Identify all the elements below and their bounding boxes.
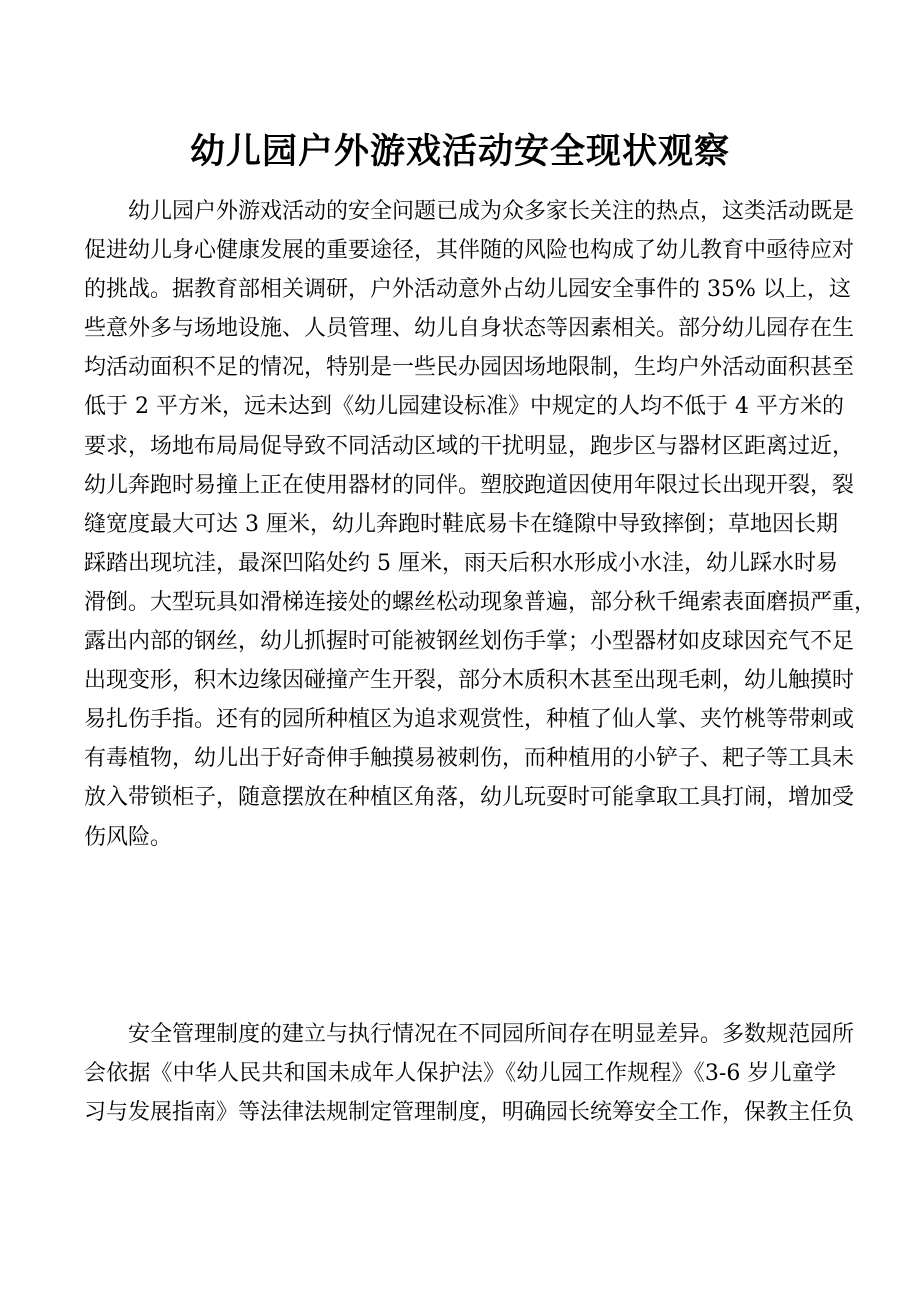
- paragraph-line: 要求，场地布局局促导致不同活动区域的干扰明显，跑步区与器材区距离过近，: [84, 433, 855, 459]
- paragraph-line: 有毒植物，幼儿出于好奇伸手触摸易被刺伤，而种植用的小铲子、耙子等工具未: [84, 746, 855, 772]
- paragraph-line: 会依据《中华人民共和国未成年人保护法》《幼儿园工作规程》《3-6 岁儿童学: [84, 1061, 836, 1087]
- paragraph-line: 的挑战。据教育部相关调研，户外活动意外占幼儿园安全事件的 35% 以上，这: [84, 277, 851, 303]
- paragraph-line: 露出内部的钢丝，幼儿抓握时可能被钢丝划伤手掌；小型器材如皮球因充气不足: [84, 629, 855, 655]
- paragraph-line: 出现变形，积木边缘因碰撞产生开裂，部分木质积木甚至出现毛刺，幼儿触摸时: [84, 668, 855, 694]
- paragraph-line: 滑倒。大型玩具如滑梯连接处的螺丝松动现象普遍，部分秋千绳索表面磨损严重，: [84, 589, 877, 615]
- paragraph-line: 幼儿园户外游戏活动的安全问题已成为众多家长关注的热点，这类活动既是: [128, 199, 855, 224]
- document-title: 幼儿园户外游戏活动安全现状观察: [189, 132, 730, 172]
- paragraph-line: 均活动面积不足的情况，特别是一些民办园因场地限制，生均户外活动面积甚至: [84, 355, 855, 381]
- paragraph-line: 踩踏出现坑洼，最深凹陷处约 5 厘米，雨天后积水形成小水洼，幼儿踩水时易: [84, 550, 838, 576]
- paragraph-line: 些意外多与场地设施、人员管理、幼儿自身状态等因素相关。部分幼儿园存在生: [84, 316, 855, 342]
- paragraph-1: [84, 192, 877, 857]
- paragraph-line: 促进幼儿身心健康发展的重要途径，其伴随的风险也构成了幼儿教育中亟待应对: [84, 238, 855, 264]
- paragraph-line: 缝宽度最大可达 3 厘米，幼儿奔跑时鞋底易卡在缝隙中导致摔倒；草地因长期: [84, 511, 838, 537]
- paragraph-line: 幼儿奔跑时易撞上正在使用器材的同伴。塑胶跑道因使用年限过长出现开裂，裂: [84, 472, 855, 498]
- paragraph-line: 伤风险。: [84, 824, 173, 850]
- paragraph-line: 放入带锁柜子，随意摆放在种植区角落，幼儿玩耍时可能拿取工具打闹，增加受: [84, 785, 855, 811]
- paragraph-line: 易扎伤手指。还有的园所种植区为追求观赏性，种植了仙人掌、夹竹桃等带刺或: [84, 707, 855, 733]
- paragraph-line: 低于 2 平方米，远未达到《幼儿园建设标准》中规定的人均不低于 4 平方米的: [84, 394, 844, 420]
- paragraph-line: 安全管理制度的建立与执行情况在不同园所间存在明显差异。多数规范园所: [128, 1022, 855, 1047]
- paragraph-2: [84, 1015, 855, 1132]
- paragraph-line: 习与发展指南》等法律法规制定管理制度，明确园长统筹安全工作，保教主任负: [84, 1100, 855, 1126]
